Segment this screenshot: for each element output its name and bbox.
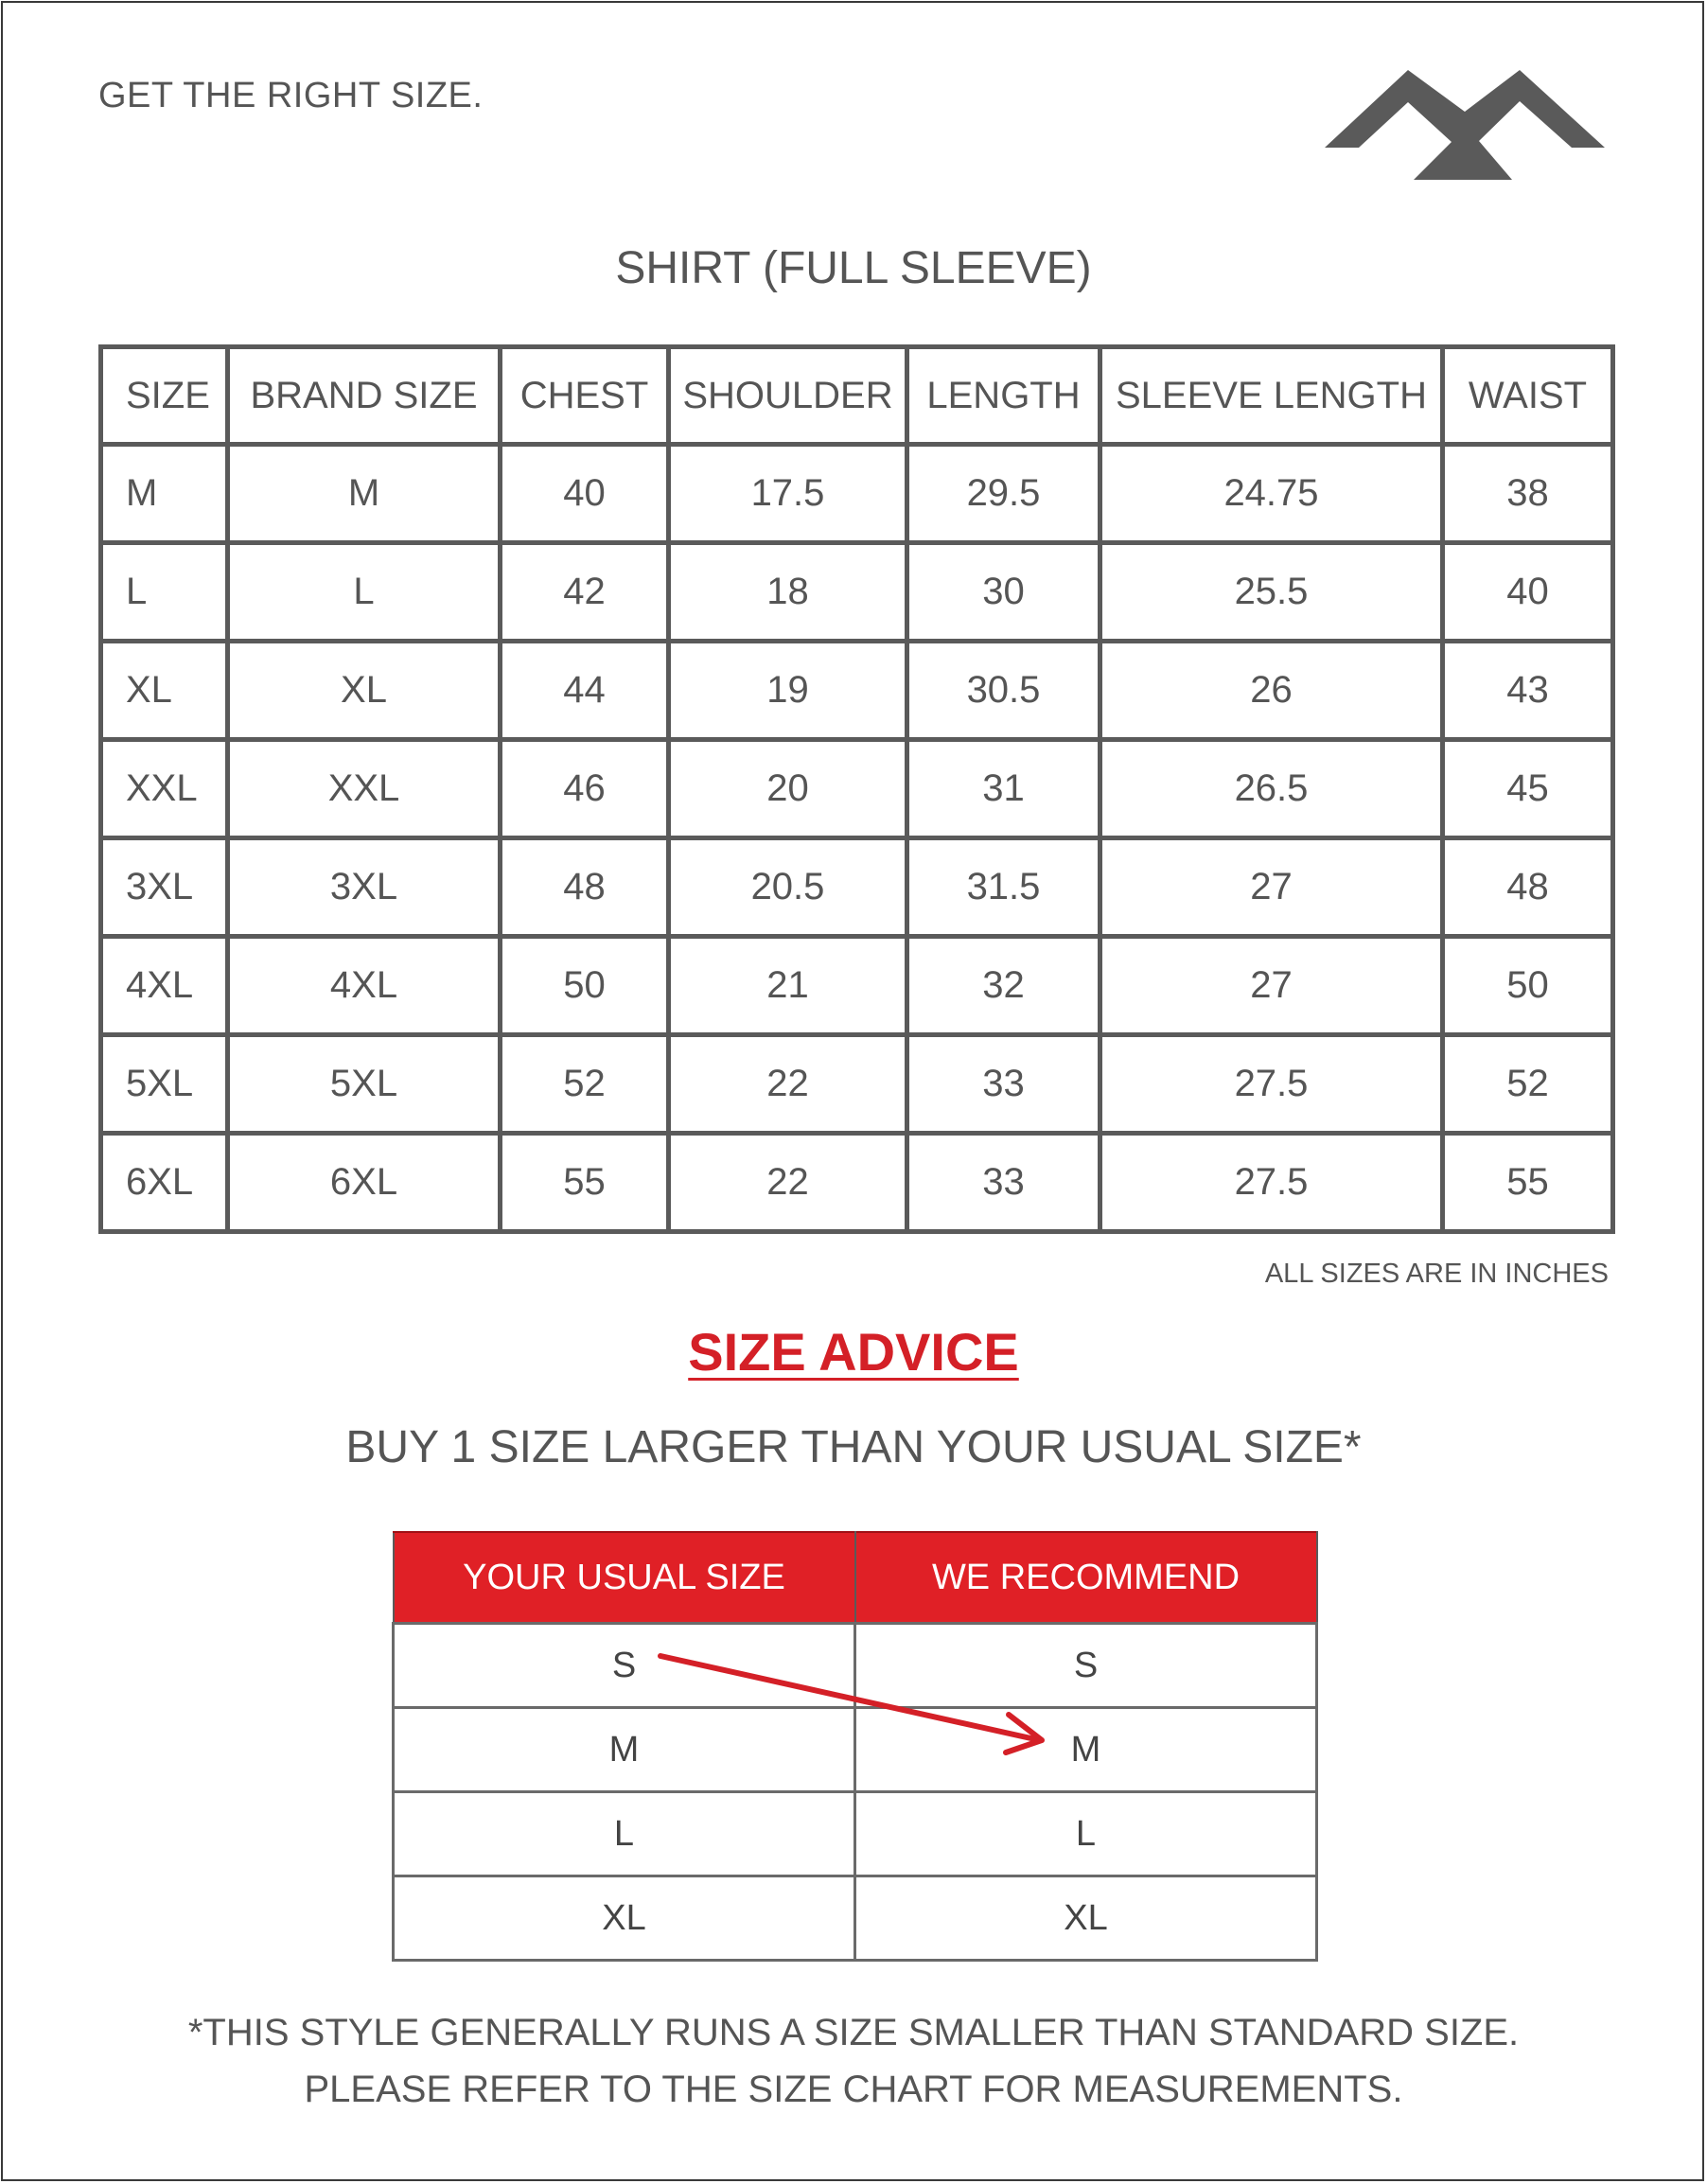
- table-cell: 55: [1443, 1134, 1613, 1232]
- table-row: [101, 1035, 1613, 1134]
- table-cell: 45: [1443, 740, 1613, 838]
- table-row: [394, 1876, 1317, 1961]
- table-cell: 44: [501, 642, 669, 740]
- table-cell: 22: [669, 1134, 907, 1232]
- table-cell: 18: [669, 543, 907, 642]
- column-header-chest: CHEST: [501, 347, 669, 445]
- table-cell: L: [228, 543, 501, 642]
- table-cell: 48: [1443, 838, 1613, 937]
- table-cell: 22: [669, 1035, 907, 1134]
- size-advice-title: SIZE ADVICE: [688, 1322, 1019, 1382]
- table-cell: XL: [101, 642, 228, 740]
- table-row: [101, 838, 1613, 937]
- table-row: [101, 445, 1613, 543]
- table-row: [101, 543, 1613, 642]
- table-cell: 52: [501, 1035, 669, 1134]
- table-cell: XL: [394, 1876, 855, 1961]
- table-cell: 27.5: [1100, 1134, 1443, 1232]
- table-cell: 38: [1443, 445, 1613, 543]
- table-cell: 31: [907, 740, 1100, 838]
- column-header-waist: WAIST: [1443, 347, 1613, 445]
- table-cell: 19: [669, 642, 907, 740]
- table-cell: 4XL: [228, 937, 501, 1035]
- table-cell: 43: [1443, 642, 1613, 740]
- table-cell: 24.75: [1100, 445, 1443, 543]
- table-cell: L: [394, 1792, 855, 1876]
- table-cell: S: [855, 1624, 1317, 1708]
- table-row: [394, 1792, 1317, 1876]
- table-cell: 20.5: [669, 838, 907, 937]
- recommendation-table: [392, 1531, 1318, 1962]
- table-cell: 52: [1443, 1035, 1613, 1134]
- table-cell: 30: [907, 543, 1100, 642]
- table-cell: 27: [1100, 937, 1443, 1035]
- column-header-sleeve-length: SLEEVE LENGTH: [1100, 347, 1443, 445]
- table-cell: 30.5: [907, 642, 1100, 740]
- column-header-length: LENGTH: [907, 347, 1100, 445]
- table-cell: M: [394, 1708, 855, 1792]
- table-cell: 50: [501, 937, 669, 1035]
- footnote-line-1: *THIS STYLE GENERALLY RUNS A SIZE SMALLER THAN STANDARD SIZE.: [187, 2012, 1520, 2053]
- table-cell: 3XL: [101, 838, 228, 937]
- footnote-line-2: PLEASE REFER TO THE SIZE CHART FOR MEASUREMENTS.: [304, 2069, 1403, 2110]
- table-cell: 5XL: [101, 1035, 228, 1134]
- column-header-shoulder: SHOULDER: [669, 347, 907, 445]
- table-cell: XXL: [228, 740, 501, 838]
- table-cell: L: [101, 543, 228, 642]
- size-chart-header-row: [101, 347, 1613, 445]
- table-cell: M: [101, 445, 228, 543]
- table-cell: 3XL: [228, 838, 501, 937]
- table-cell: 25.5: [1100, 543, 1443, 642]
- table-cell: XXL: [101, 740, 228, 838]
- table-cell: L: [855, 1792, 1317, 1876]
- table-cell: 33: [907, 1035, 1100, 1134]
- table-row: [394, 1624, 1317, 1708]
- table-cell: 6XL: [228, 1134, 501, 1232]
- recommendation-header-row: [394, 1532, 1317, 1624]
- table-cell: M: [228, 445, 501, 543]
- table-cell: 32: [907, 937, 1100, 1035]
- table-row: [101, 1134, 1613, 1232]
- table-cell: 5XL: [228, 1035, 501, 1134]
- table-cell: 29.5: [907, 445, 1100, 543]
- table-cell: 33: [907, 1134, 1100, 1232]
- table-cell: 27.5: [1100, 1035, 1443, 1134]
- column-header-we-recommend: WE RECOMMEND: [855, 1532, 1317, 1624]
- column-header-usual-size: YOUR USUAL SIZE: [394, 1532, 855, 1624]
- size-chart-table: [98, 344, 1615, 1234]
- table-cell: 17.5: [669, 445, 907, 543]
- table-cell: 48: [501, 838, 669, 937]
- mountain-logo-icon: [1325, 70, 1609, 189]
- table-cell: 55: [501, 1134, 669, 1232]
- column-header-size: SIZE: [101, 347, 228, 445]
- table-row: [101, 937, 1613, 1035]
- table-cell: 40: [1443, 543, 1613, 642]
- table-cell: M: [855, 1708, 1317, 1792]
- recommendation-section: [392, 1531, 1315, 1947]
- table-cell: S: [394, 1624, 855, 1708]
- table-cell: 4XL: [101, 937, 228, 1035]
- tagline: GET THE RIGHT SIZE.: [98, 76, 484, 115]
- table-cell: XL: [228, 642, 501, 740]
- table-cell: 50: [1443, 937, 1613, 1035]
- table-cell: 20: [669, 740, 907, 838]
- table-row: [101, 740, 1613, 838]
- table-cell: 26: [1100, 642, 1443, 740]
- table-cell: 21: [669, 937, 907, 1035]
- column-header-brand-size: BRAND SIZE: [228, 347, 501, 445]
- table-row: [101, 642, 1613, 740]
- unit-note: ALL SIZES ARE IN INCHES: [1264, 1259, 1609, 1289]
- table-cell: 27: [1100, 838, 1443, 937]
- table-cell: 31.5: [907, 838, 1100, 937]
- size-advice-subtitle: BUY 1 SIZE LARGER THAN YOUR USUAL SIZE*: [345, 1422, 1362, 1472]
- table-cell: XL: [855, 1876, 1317, 1961]
- table-cell: 46: [501, 740, 669, 838]
- size-chart-title: SHIRT (FULL SLEEVE): [615, 243, 1092, 293]
- table-cell: 6XL: [101, 1134, 228, 1232]
- table-cell: 42: [501, 543, 669, 642]
- table-cell: 40: [501, 445, 669, 543]
- table-cell: 26.5: [1100, 740, 1443, 838]
- table-row: [394, 1708, 1317, 1792]
